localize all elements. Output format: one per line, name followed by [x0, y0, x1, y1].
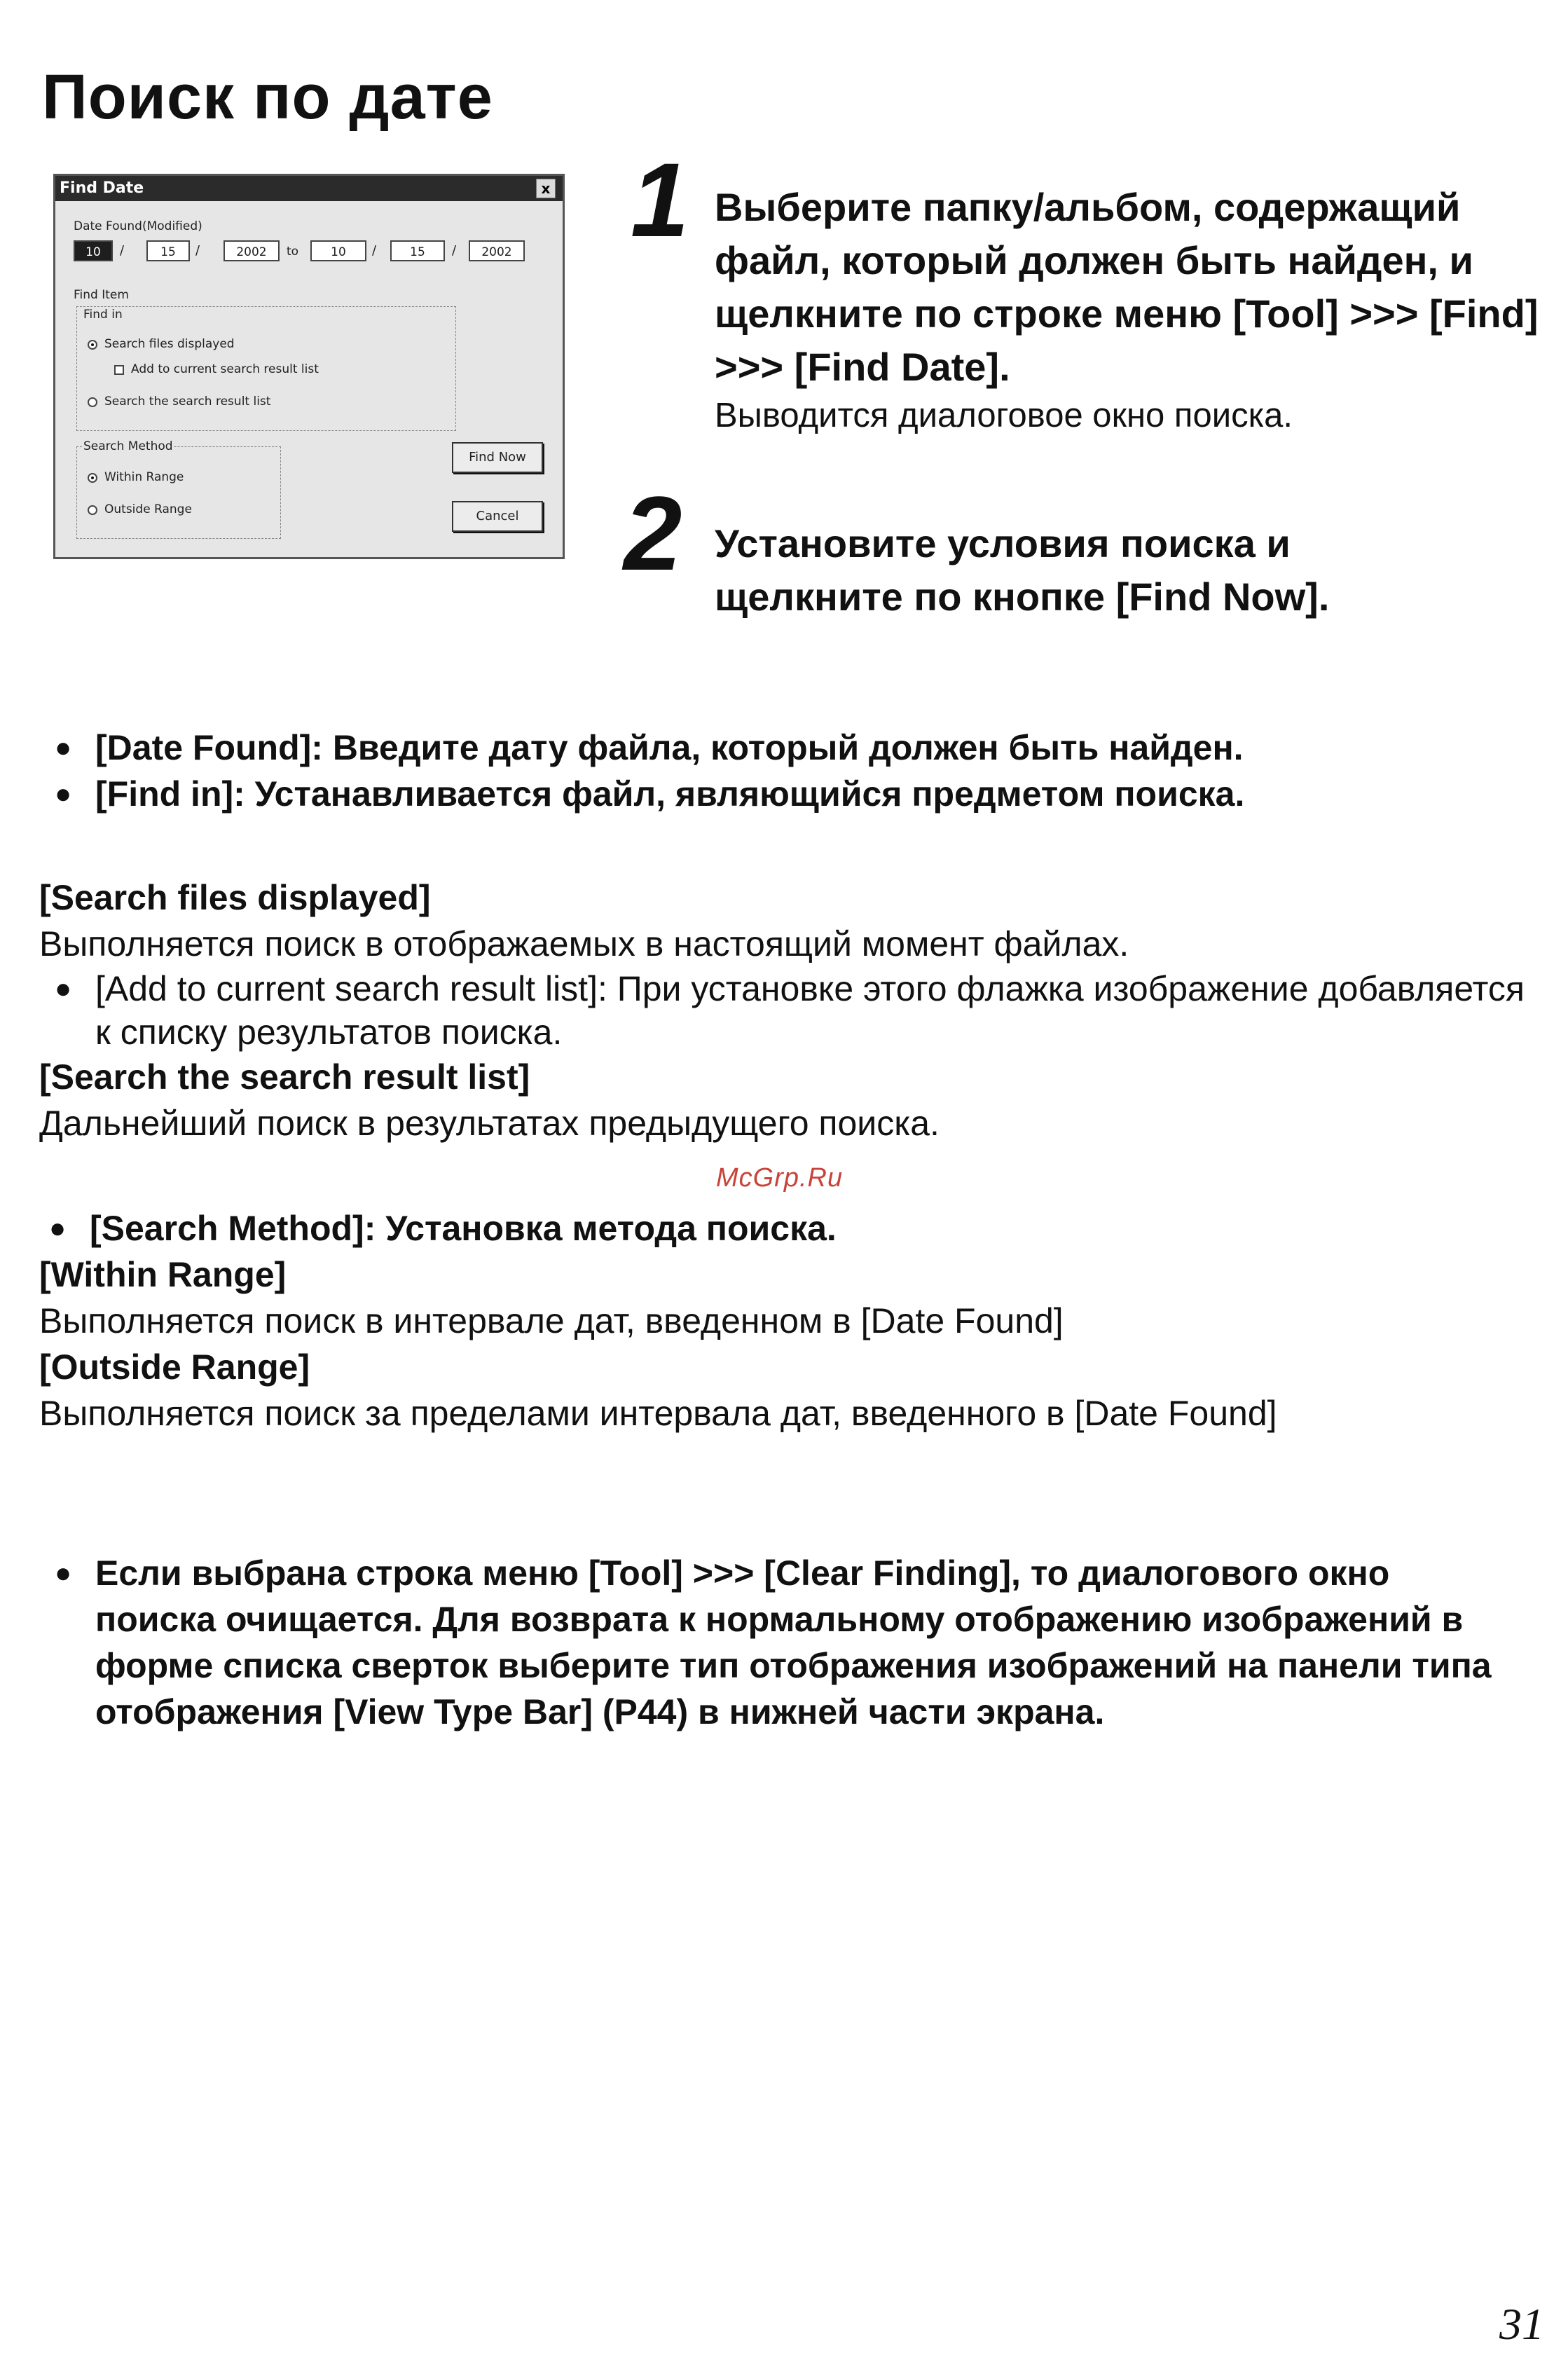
outside-range-label: Outside Range	[104, 502, 192, 516]
to-year-field[interactable]: 2002	[469, 240, 525, 261]
close-icon[interactable]: x	[536, 179, 556, 198]
outside-range-text: Выполняется поиск за пределами интервала дат, введенного в [Date Found]	[39, 1394, 1277, 1433]
step-1-text: Выберите папку/альбом, содержащий файл, который должен быть найден, и щелкните по строке меню [Tool] >>> [Find] >>> [Find Date].	[715, 185, 1539, 389]
within-range-label: Within Range	[104, 470, 184, 484]
search-files-displayed-radio[interactable]	[88, 340, 97, 350]
watermark: McGrp.Ru	[716, 1163, 844, 1193]
bullet-date-found: ● [Date Found]: Введите дату файла, который должен быть найден.	[42, 725, 1534, 771]
search-result-list-label: Search the search result list	[104, 395, 271, 409]
page-title: Поиск по дате	[42, 62, 493, 132]
step-1-subtext: Выводится диалоговое окно поиска.	[715, 397, 1293, 434]
find-date-dialog-screenshot	[53, 174, 565, 559]
search-method-group	[76, 446, 281, 539]
date-found-label: Date Found(Modified)	[74, 219, 202, 233]
page-number: 31	[1499, 2299, 1544, 2349]
from-year-field[interactable]: 2002	[223, 240, 280, 261]
find-in-label: Find in	[83, 308, 123, 322]
within-range-radio[interactable]	[88, 473, 97, 483]
add-to-current-bullet: ● [Add to current search result list]: При установке этого флажка изображение добавляется к списку результатов поиска.	[42, 967, 1525, 1054]
add-to-current-label: Add to current search result list	[131, 362, 319, 376]
step-1	[715, 181, 1555, 437]
dialog-title: Find Date	[60, 179, 144, 197]
within-range-text: Выполняется поиск в интервале дат, введенном в [Date Found]	[39, 1301, 1064, 1340]
outside-range-header: [Outside Range]	[39, 1347, 310, 1387]
find-in-options	[39, 874, 1525, 1146]
add-to-current-checkbox[interactable]	[114, 365, 124, 375]
to-label: to	[287, 245, 299, 259]
search-result-list-radio[interactable]	[88, 397, 97, 407]
date-separator: /	[452, 243, 457, 258]
search-method-bullet: ● [Search Method]: Установка метода поиска.	[39, 1205, 1525, 1251]
search-files-displayed-header: [Search files displayed]	[39, 878, 431, 917]
from-day-field[interactable]: 15	[146, 240, 190, 261]
find-now-button[interactable]: Find Now	[452, 442, 543, 473]
clear-finding-note	[42, 1550, 1513, 1735]
step-2	[715, 517, 1485, 624]
clear-finding-note-text: ● Если выбрана строка меню [Tool] >>> [Clear Finding], то диалогового окно поиска очищается. Для возврата к нормальному отображению изображений в форме списка сверток выберите тип отображения изображений на панели типа отображения [View Type Bar] (P44) в нижней части экрана.	[42, 1550, 1513, 1735]
to-month-field[interactable]: 10	[310, 240, 366, 261]
search-method-section	[39, 1205, 1525, 1436]
date-separator: /	[372, 243, 377, 258]
step-1-number: 1	[631, 141, 689, 259]
cancel-button[interactable]: Cancel	[452, 501, 543, 532]
bullet-find-in: ● [Find in]: Устанавливается файл, являющийся предметом поиска.	[42, 771, 1534, 817]
search-method-label: Search Method	[83, 439, 173, 453]
search-result-list-header: [Search the search result list]	[39, 1057, 530, 1097]
outside-range-radio[interactable]	[88, 505, 97, 515]
date-separator: /	[120, 243, 125, 258]
step-2-number: 2	[624, 474, 682, 592]
to-day-field[interactable]: 15	[390, 240, 445, 261]
find-item-label: Find Item	[74, 288, 129, 302]
date-separator: /	[195, 243, 200, 258]
search-result-list-text: Дальнейший поиск в результатах предыдущего поиска.	[39, 1104, 940, 1143]
from-month-field[interactable]: 10	[74, 240, 113, 261]
within-range-header: [Within Range]	[39, 1255, 287, 1294]
step-2-text: Установите условия поиска и щелкните по кнопке [Find Now].	[715, 521, 1330, 619]
dialog-titlebar	[55, 176, 563, 201]
search-files-displayed-text: Выполняется поиск в отображаемых в настоящий момент файлах.	[39, 924, 1129, 963]
top-bullets	[42, 725, 1534, 817]
search-files-displayed-label: Search files displayed	[104, 337, 235, 351]
